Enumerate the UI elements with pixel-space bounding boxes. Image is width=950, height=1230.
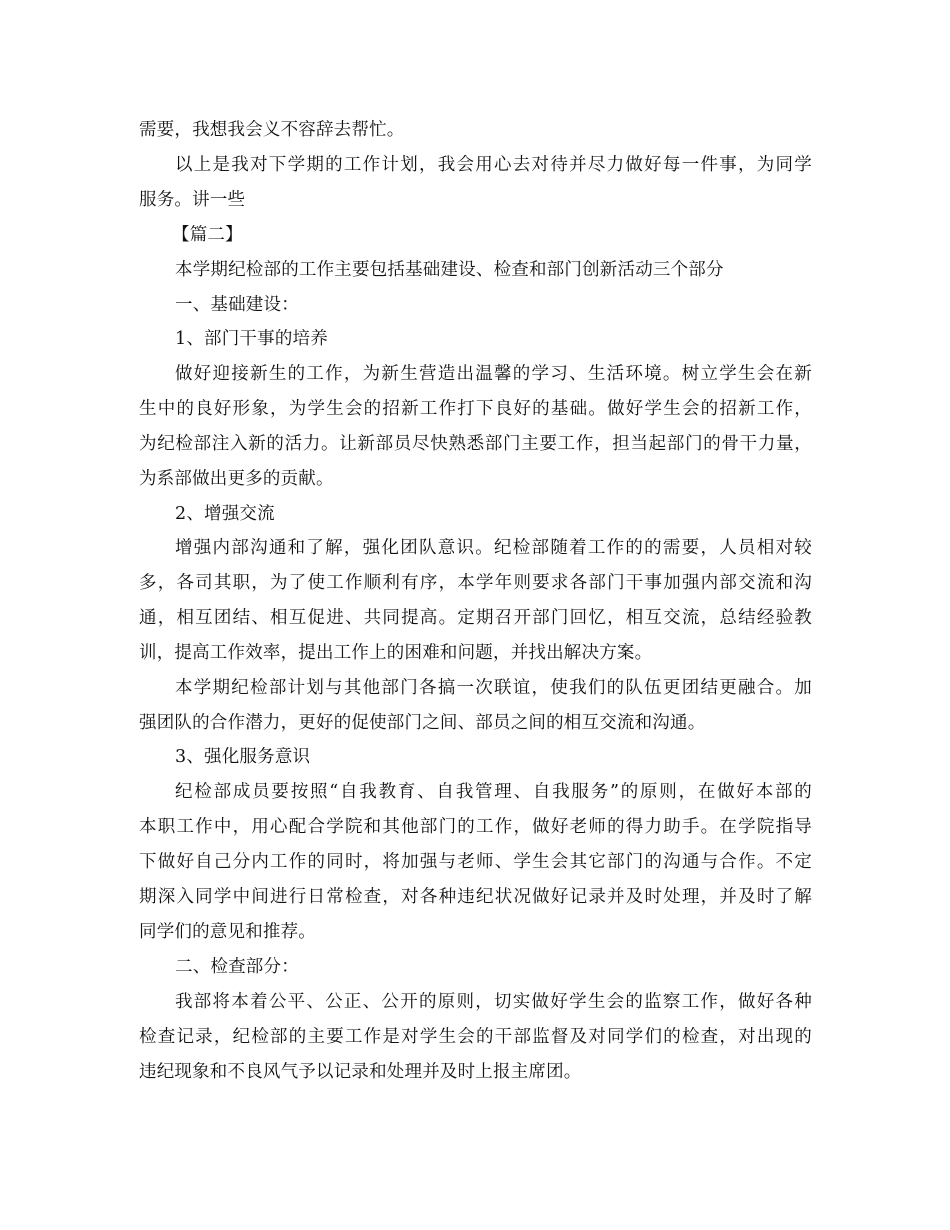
text-line: 为纪检部注入新的活力。让新部员尽快熟悉部门主要工作，担当起部门的骨干力量， [139, 434, 812, 454]
text-line: 本学期纪检部的工作主要包括基础建设、检查和部门创新活动三个部分 [175, 260, 724, 280]
text-line: 强团队的合作潜力，更好的促使部门之间、部员之间的相互交流和沟通。 [139, 713, 706, 733]
text-line: 我部将本着公平、公正、公开的原则，切实做好学生会的监察工作，做好各种 [175, 992, 812, 1012]
subsection-heading: 1、部门干事的培养 [175, 329, 328, 349]
text-line: 为系部做出更多的贡献。 [139, 469, 334, 489]
text-line: 以上是我对下学期的工作计划，我会用心去对待并尽力做好每一件事，为同学 [175, 155, 812, 175]
section-heading: 一、基础建设： [175, 295, 299, 315]
text-line: 训，提高工作效率，提出工作上的困难和问题，并找出解决方案。 [139, 643, 653, 663]
text-line: 违纪现象和不良风气予以记录和处理并及时上报主席团。 [139, 1062, 582, 1082]
text-line: 多，各司其职，为了使工作顺利有序，本学年则要求各部门干事加强内部交流和沟 [139, 573, 812, 593]
text-line: 同学们的意见和推荐。 [139, 922, 316, 942]
subsection-heading: 3、强化服务意识 [175, 747, 311, 767]
section-heading: 【篇二】 [172, 225, 243, 245]
section-heading: 二、检查部分： [175, 957, 299, 977]
text-line: 增强内部沟通和了解，强化团队意识。纪检部随着工作的的需要，人员相对较 [175, 538, 812, 558]
text-line: 检查记录，纪检部的主要工作是对学生会的干部监督及对同学们的检查，对出现的 [139, 1027, 812, 1047]
text-line: 服务。讲一些 [139, 190, 246, 210]
text-line: 纪检部成员要按照“自我教育、自我管理、自我服务”的原则，在做好本部的 [175, 782, 812, 802]
text-line: 需要，我想我会义不容辞去帮忙。 [139, 120, 405, 140]
text-line: 本职工作中，用心配合学院和其他部门的工作，做好老师的得力助手。在学院指导 [139, 817, 812, 837]
subsection-heading: 2、增强交流 [175, 504, 275, 524]
text-line: 期深入同学中间进行日常检查，对各种违纪状况做好记录并及时处理，并及时了解 [139, 887, 812, 907]
text-line: 下做好自己分内工作的同时，将加强与老师、学生会其它部门的沟通与合作。不定 [139, 852, 812, 872]
text-line: 生中的良好形象，为学生会的招新工作打下良好的基础。做好学生会的招新工作， [139, 399, 812, 419]
text-line: 做好迎接新生的工作，为新生营造出温馨的学习、生活环境。树立学生会在新 [175, 364, 812, 384]
text-line: 通，相互团结、相互促进、共同提高。定期召开部门回忆，相互交流，总结经验教 [139, 608, 812, 628]
text-line: 本学期纪检部计划与其他部门各搞一次联谊，使我们的队伍更团结更融合。加 [175, 678, 812, 698]
